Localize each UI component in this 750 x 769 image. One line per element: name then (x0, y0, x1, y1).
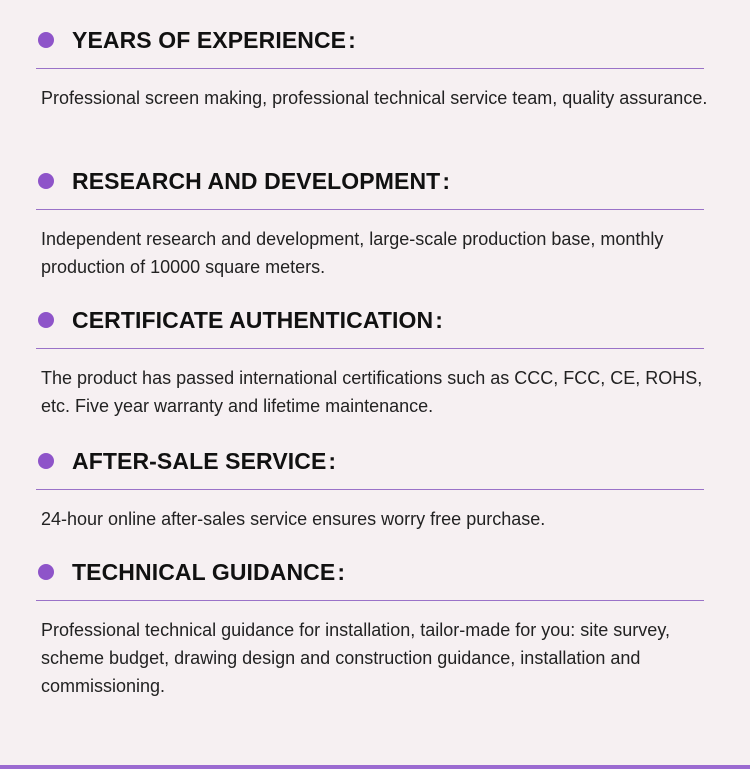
section-divider (36, 68, 704, 69)
section-title (72, 559, 345, 586)
section-description: The product has passed international certifications such as CCC, FCC, CE, ROHS, etc. Five year warranty and lifetime maintenance. (41, 368, 703, 416)
section-description: Independent research and development, large-scale production base, monthly production of 10000 square meters. (41, 229, 664, 277)
section-title-text: CERTIFICATE AUTHENTICATION (72, 306, 434, 333)
bullet-dot-icon (38, 312, 54, 328)
section-description: Professional screen making, professional technical service team, quality assurance. (41, 88, 708, 108)
bullet-dot-icon (38, 564, 54, 580)
section-title-text: YEARS OF EXPERIENCE (72, 26, 347, 53)
bullet-dot-icon (38, 453, 54, 469)
section-description: Professional technical guidance for installation, tailor-made for you: site survey, scheme budget, drawing design and construction guidance, installation and commissioning. (41, 620, 670, 696)
section-heading-row (38, 305, 443, 335)
section-title-text: RESEARCH AND DEVELOPMENT (72, 167, 441, 194)
section-title-colon: : (348, 26, 356, 53)
section-heading-row (38, 25, 356, 55)
section-description: 24-hour online after-sales service ensures worry free purchase. (41, 509, 546, 529)
section-heading-row (38, 166, 450, 196)
section-title-colon: : (337, 558, 346, 585)
section-divider (36, 348, 704, 349)
section-title-colon: : (435, 306, 443, 333)
section-heading-row (38, 446, 336, 476)
section-divider (36, 209, 704, 210)
section-title (72, 168, 450, 195)
section-title (72, 27, 356, 54)
section-title-text: AFTER-SALE SERVICE (72, 447, 327, 474)
bottom-accent-rule (0, 765, 750, 769)
section-title (72, 448, 336, 475)
section-title-colon: : (442, 167, 451, 194)
section-heading-row (38, 557, 345, 587)
bullet-dot-icon (38, 32, 54, 48)
section-title-text: TECHNICAL GUIDANCE (72, 558, 336, 585)
section-title (72, 307, 443, 334)
section-divider (36, 600, 704, 601)
bullet-dot-icon (38, 173, 54, 189)
section-divider (36, 489, 704, 490)
section-title-colon: : (328, 447, 337, 474)
